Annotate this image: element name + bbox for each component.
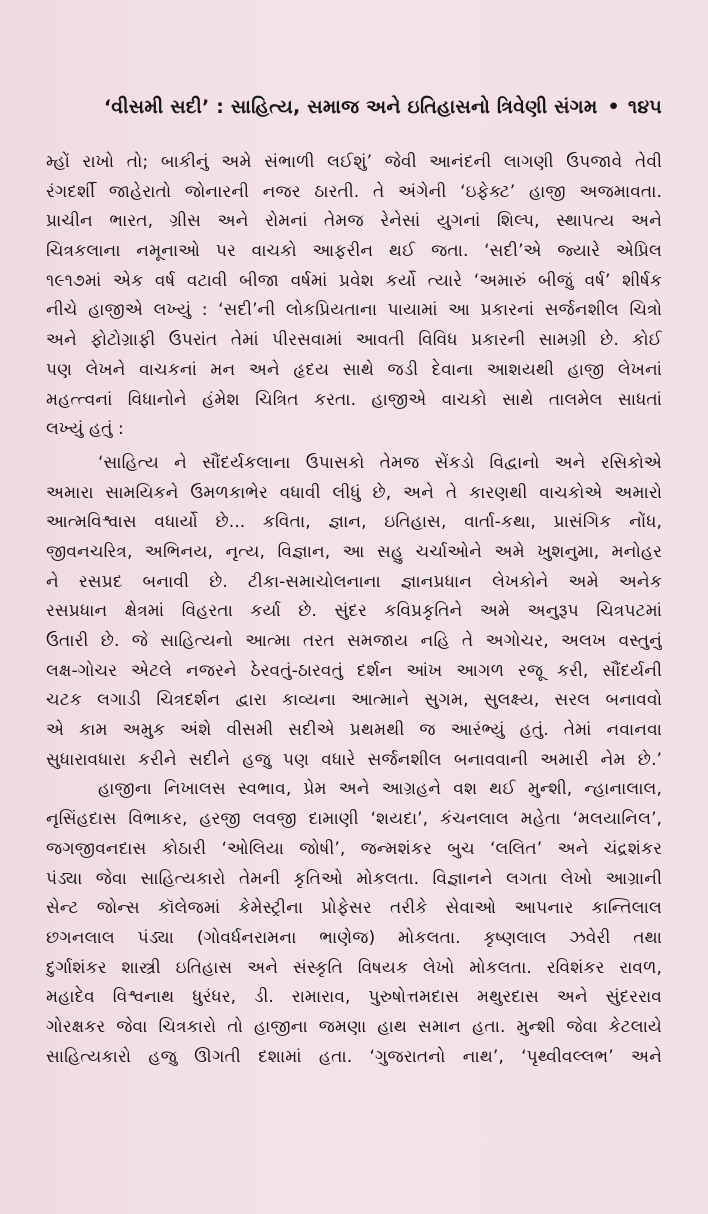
- text-line: સાહિત્યકારો હજુ ઊગતી દશામાં હતા. ‘ગુજરાતનો નાથ’, ‘પૃથ્વીવલ્લભ’ અને: [46, 1046, 662, 1067]
- text-line: ‘સાહિત્ય ને સૌંદર્યકલાના ઉપાસકો તેમજ સેંકડો વિદ્વાનો અને રસિકોએ: [98, 452, 662, 473]
- text-line: ઉતારી છે. જે સાહિત્યનો આત્મા તરત સમજાય નહિ તે અગોચર, અલખ વસ્તુનું: [46, 631, 662, 651]
- text-line: એ કામ અમુક અંશે વીસમી સદીએ પ્રથમથી જ આરંભ્યું હતું. તેમાં નવાનવા: [46, 720, 662, 741]
- running-header: [0, 96, 662, 126]
- text-line: લખ્યું હતું :: [46, 419, 124, 440]
- text-line: નીચે હાજીએ લખ્યું : ‘સદી’ની લોકપ્રિયતાના પાયામાં આ પ્રકારનાં સર્જનશીલ ચિત્રો: [46, 300, 662, 321]
- text-line: પ્રાચીન ભારત, ગ્રીસ અને રોમનાં તેમજ રેનેસાં યુગનાં શિલ્પ, સ્થાપત્ય અને: [46, 211, 662, 232]
- text-line: જીવનચરિત્ર, અભિનય, નૃત્ય, વિજ્ઞાન, આ સહુ ચર્ચાઓને અમે ખુશનુમા, મનોહર: [46, 541, 662, 562]
- text-line: ૧૯૧૭માં એક વર્ષ વટાવી બીજા વર્ષમાં પ્રવેશ કર્યો ત્યારે ‘અમારું બીજું વર્ષ’ શીર્ષક: [46, 270, 662, 291]
- paragraph: [46, 775, 662, 1072]
- header-bullet-separator: •: [607, 96, 620, 118]
- running-header-title: ‘વીસમી સદી’ : સાહિત્ય, સમાજ અને ઇતિહાસનો ત્રિવેણી સંગમ: [103, 96, 598, 118]
- text-line: છગનલાલ પંડ્યા (ગોવર્ધનરામના ભાણેજ) મોકલતા. કૃષ્ણલાલ ઝવેરી તથા: [46, 927, 662, 948]
- text-line: ચટક લગાડી ચિત્રદર્શન દ્વારા કાવ્યના આત્માને સુગમ, સુલક્ષ્ય, સરલ બનાવવો: [46, 690, 662, 711]
- text-line: સેન્ટ જોન્સ કૉલેજમાં કેમેસ્ટ્રીના પ્રોફેસર તરીકે સેવાઓ આપનાર કાન્તિલાલ: [46, 898, 662, 919]
- text-line: ને રસપ્રદ બનાવી છે. ટીકા-સમાચોલનાના જ્ઞાનપ્રધાન લેખકોને અમે અનેક: [46, 571, 662, 592]
- text-line: મહત્ત્વનાં વિધાનોને હંમેશ ચિત્રિત કરતા. હાજીએ વાચકો સાથે તાલમેલ સાધતાં: [46, 389, 662, 410]
- text-line: મ્હોં રાખો તો; બાકીનું અમે સંભાળી લઈશું’ જેવી આનંદની લાગણી ઉપજાવે તેવી: [46, 152, 662, 172]
- text-line: રસપ્રધાન ક્ષેત્રમાં વિહરતા કર્યા છે. સુંદર કવિપ્રકૃતિને અમે અનુરૂપ ચિત્રપટમાં: [46, 601, 662, 622]
- text-line: ગોરક્ષકર જેવા ચિત્રકારો તો હાજીના જમણા હાથ સમાન હતા. મુન્શી જેવા કેટલાયે: [46, 1016, 662, 1037]
- text-line: સુધારાવધારા કરીને સદીને હજુ પણ વધારે સર્જનશીલ બનાવવાની અમારી નેમ છે.’: [46, 749, 662, 770]
- text-line: મહાદેવ વિશ્વનાથ ધુરંધર, ડી. રામારાવ, પુરુષોત્તમદાસ મથુરદાસ અને સુંદરરાવ: [46, 987, 662, 1008]
- text-line: દુર્ગાશંકર શાસ્ત્રી ઇતિહાસ અને સંસ્કૃતિ વિષયક લેખો મોકલતા. રવિશંકર રાવળ,: [46, 957, 662, 978]
- text-line: રંગદર્શી જાહેરાતો જોનારની નજર ઠારતી. તે અંગેની ‘ઇફેક્ટ’ હાજી અજમાવતા.: [46, 181, 662, 202]
- text-line: પંડ્યા જેવા સાહિત્યકારો તેમની કૃતિઓ મોકલતા. વિજ્ઞાનને લગતા લેખો આગ્રાની: [46, 868, 662, 889]
- paragraph: [46, 148, 662, 445]
- body-text: [46, 148, 662, 1072]
- text-line: ચિત્રકલાના નમૂનાઓ પર વાચકો આફરીન થઈ જતા. ‘સદી’એ જ્યારે એપ્રિલ: [46, 241, 662, 262]
- text-line: લક્ષ-ગોચર એટલે નજરને ઠેરવતું-ઠારવતું દર્શન આંખ આગળ રજૂ કરી, સૌંદર્યની: [46, 660, 662, 681]
- text-line: પણ લેખને વાચકનાં મન અને હૃદય સાથે જડી દેવાના આશયથી હાજી લેખનાં: [46, 359, 662, 380]
- page-number: ૧૪૫: [627, 96, 662, 118]
- text-line: હાજીના નિખાલસ સ્વભાવ, પ્રેમ અને આગ્રહને વશ થઈ મુન્શી, ન્હાનાલાલ,: [98, 779, 662, 800]
- text-line: નૃસિંહદાસ વિભાકર, હરજી લવજી દામાણી ‘શયદા’, કંચનલાલ મહેતા ‘મલયાનિલ’,: [46, 809, 662, 830]
- text-line: જગજીવનદાસ કોઠારી ‘ઓલિયા જોષી’, જન્મશંકર બુચ ‘લલિત’ અને ચંદ્રશંકર: [46, 838, 662, 859]
- text-line: અમારા સામયિકને ઉમળકાભેર વધાવી લીધું છે, અને તે કારણથી વાચકોએ અમારો: [46, 482, 662, 503]
- text-line: આત્મવિશ્વાસ વધાર્યો છે... કવિતા, જ્ઞાન, ઇતિહાસ, વાર્તા-કથા, પ્રાસંગિક નોંધ,: [46, 512, 662, 533]
- quoted-paragraph: [46, 449, 662, 776]
- text-line: અને ફોટોગ્રાફી ઉપરાંત તેમાં પીરસવામાં આવતી વિવિધ પ્રકારની સામગ્રી છે. કોઈ: [46, 330, 662, 351]
